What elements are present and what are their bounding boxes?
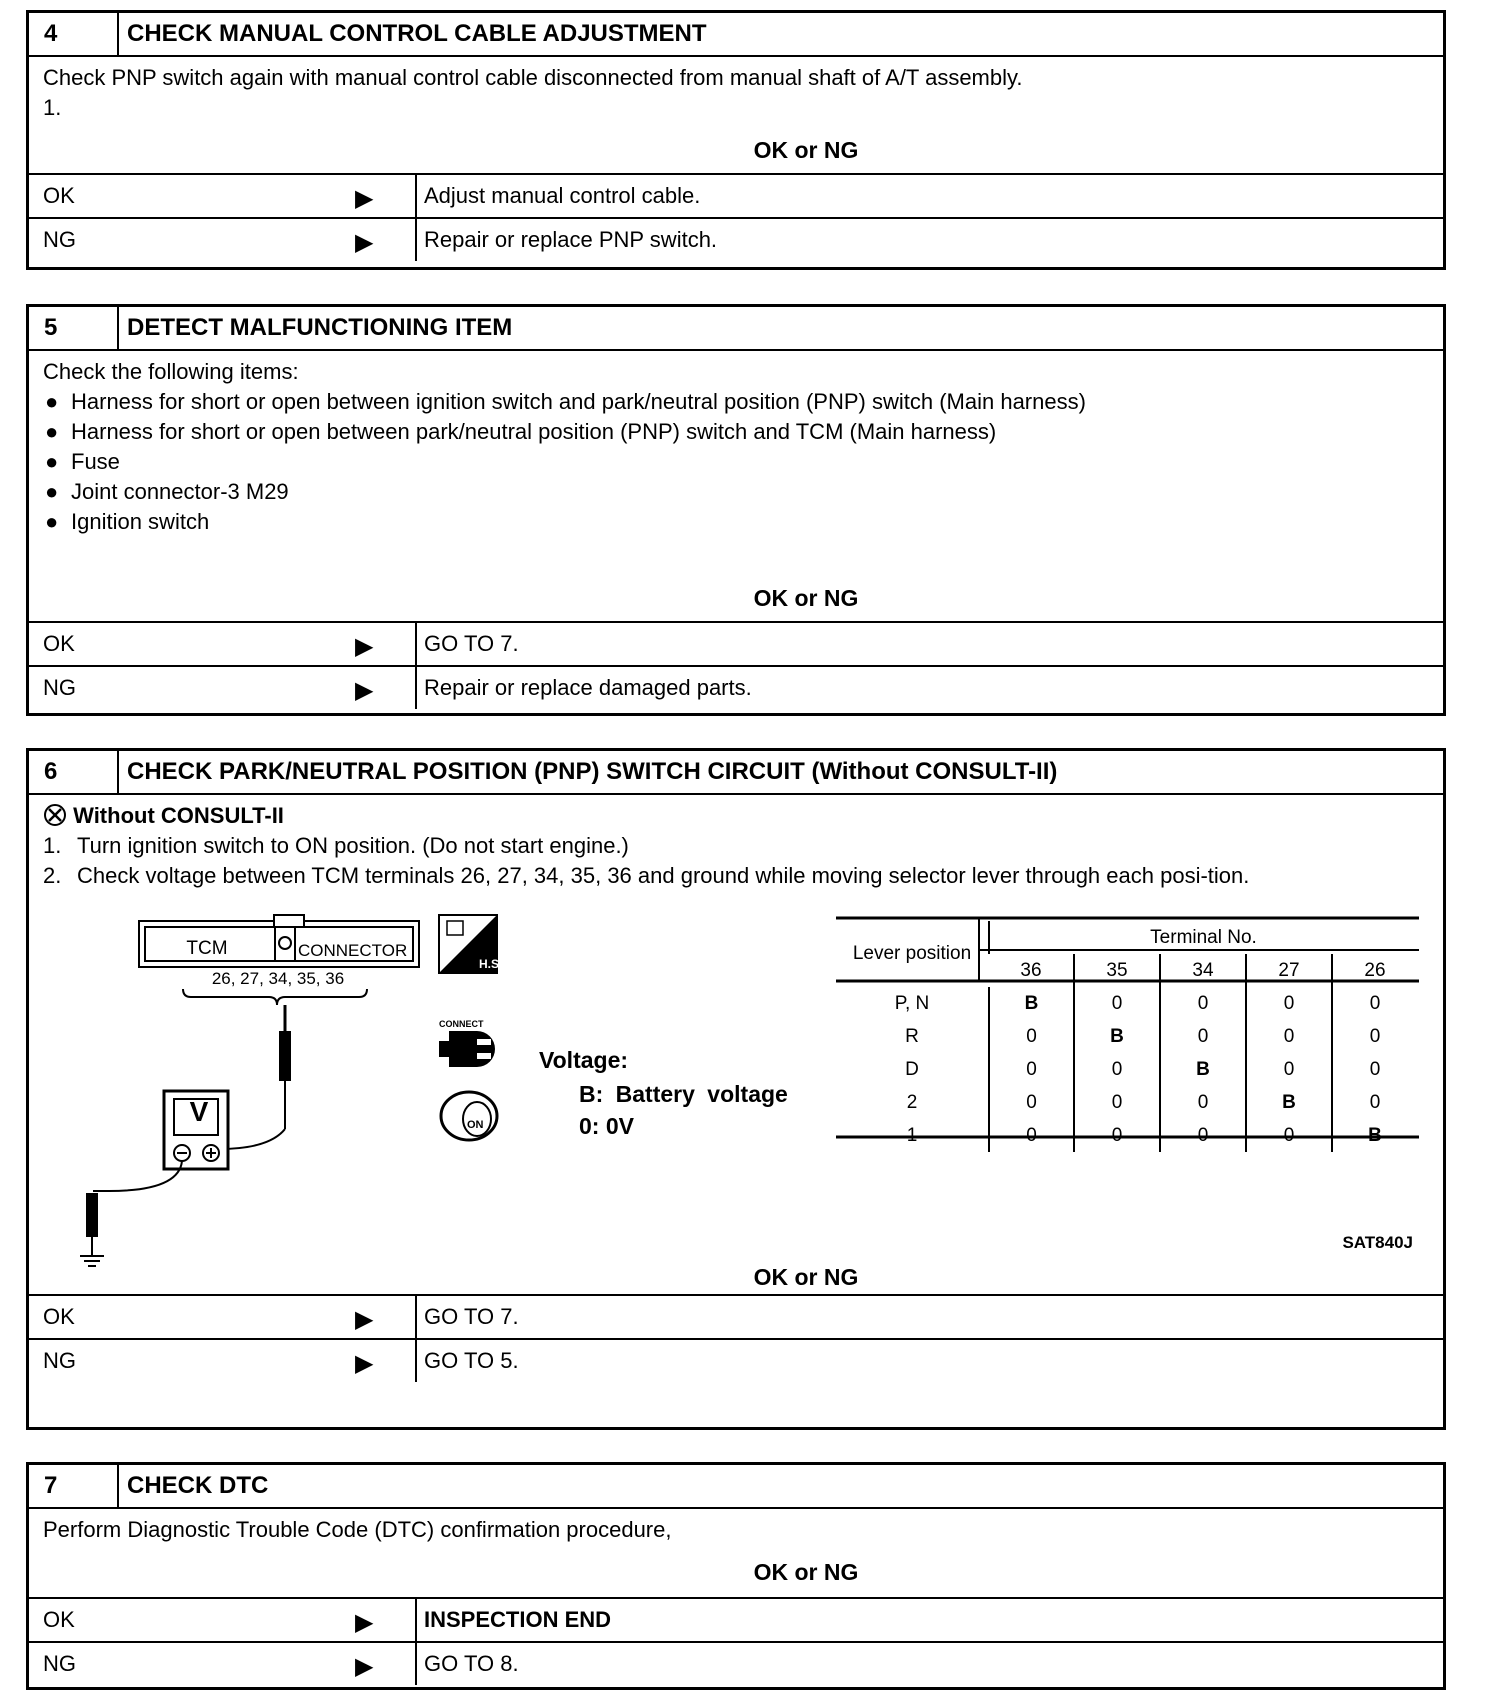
step-6-body — [29, 795, 1443, 1290]
step-5-block — [26, 304, 1446, 716]
step-title: CHECK PARK/NEUTRAL POSITION (PNP) SWITCH CIRCUIT (Without CONSULT-II) — [127, 758, 1058, 785]
result-label: OK — [43, 183, 75, 208]
no-consult-icon — [43, 803, 67, 827]
step-6-header — [29, 751, 1443, 795]
arrow-right-icon: ▶ — [355, 677, 374, 704]
bullet-icon: ● — [45, 389, 59, 414]
voltmeter-icon: V — [189, 1096, 209, 1127]
arrow-right-icon: ▶ — [355, 229, 374, 256]
terminal-numbers-label: 26, 27, 34, 35, 36 — [211, 969, 345, 988]
voltage-legend-0: 0: 0V — [579, 1113, 634, 1139]
column-header: 35 — [1074, 954, 1160, 987]
result-text: GO TO 7. — [424, 631, 519, 656]
step-5-header — [29, 307, 1443, 351]
table-row: D 0 0 B 0 0 — [836, 1053, 1417, 1086]
connector-label: CONNECTOR — [298, 941, 408, 960]
ok-or-ng-label: OK or NG — [753, 1264, 859, 1290]
voltage-title: Voltage: — [539, 1047, 629, 1073]
procedure-steps — [43, 831, 1429, 891]
list-item: ● Harness for short or open between ignition switch and park/neutral position (PNP) switch (Main harness) — [43, 387, 1429, 417]
check-items-list — [43, 387, 1429, 537]
step-6-block — [26, 748, 1446, 1430]
result-label: NG — [43, 227, 76, 252]
step-4-block — [26, 10, 1446, 270]
result-row-ok — [29, 1597, 1443, 1641]
result-text: GO TO 5. — [424, 1348, 519, 1373]
result-label: OK — [43, 631, 75, 656]
arrow-right-icon: ▶ — [355, 1350, 374, 1377]
list-item: ● Fuse — [43, 447, 1429, 477]
result-text: INSPECTION END — [424, 1607, 612, 1632]
terminal-no-header: Terminal No. — [989, 921, 1417, 954]
result-row-ng — [29, 1641, 1443, 1685]
result-text: Repair or replace damaged parts. — [424, 675, 752, 700]
result-row-ng — [29, 217, 1443, 261]
arrow-right-icon: ▶ — [355, 185, 374, 212]
figure-area — [43, 891, 1429, 1290]
result-text: GO TO 7. — [424, 1304, 519, 1329]
step-number: 5 — [29, 307, 119, 349]
bullet-icon: ● — [45, 509, 59, 534]
list-item: ● Ignition switch — [43, 507, 1429, 537]
result-row-ok — [29, 1294, 1443, 1338]
result-row-ok — [29, 173, 1443, 217]
table-row: R 0 B 0 0 0 — [836, 1020, 1417, 1053]
ok-or-ng-label: OK or NG — [753, 137, 859, 163]
result-label: NG — [43, 1348, 76, 1373]
result-row-ng — [29, 1338, 1443, 1382]
step-number: 7 — [29, 1465, 119, 1507]
table-row: 1 0 0 0 0 B — [836, 1119, 1417, 1152]
column-header: 36 — [1020, 959, 1042, 981]
procedure-step: 2. Check voltage between TCM terminals 26, 27, 34, 35, 36 and ground while moving selector lever through each posi-tion. — [43, 863, 1250, 888]
result-text: Adjust manual control cable. — [424, 183, 701, 208]
ok-or-ng-label: OK or NG — [753, 1559, 859, 1585]
table-row: 2 0 0 0 B 0 — [836, 1086, 1417, 1119]
hs-icon: H.S. — [479, 957, 503, 971]
ok-or-ng-label: OK or NG — [753, 585, 859, 611]
procedure-step: 1. Turn ignition switch to ON position. (Do not start engine.) — [43, 833, 629, 858]
column-header: 34 — [1160, 954, 1246, 987]
arrow-right-icon: ▶ — [355, 1306, 374, 1333]
list-item: ● Joint connector-3 M29 — [43, 477, 1429, 507]
arrow-right-icon: ▶ — [355, 1609, 374, 1636]
bullet-icon: ● — [45, 479, 59, 504]
column-header: 26 — [1332, 954, 1417, 987]
step-7-body — [29, 1509, 1443, 1597]
step-7-block — [26, 1462, 1446, 1690]
step-number: 6 — [29, 751, 119, 793]
result-label: OK — [43, 1607, 75, 1632]
step-number: 4 — [29, 13, 119, 55]
lever-position-header: Lever position — [852, 943, 972, 964]
bullet-icon: ● — [45, 449, 59, 474]
voltage-legend-b: B: Battery voltage — [579, 1081, 788, 1107]
result-text: GO TO 8. — [424, 1651, 519, 1676]
instruction-text: Perform Diagnostic Trouble Code (DTC) confirmation procedure, — [43, 1517, 672, 1542]
step-5-body — [29, 351, 1443, 621]
connector-label-tcm: TCM — [186, 938, 228, 959]
list-item: ● Harness for short or open between park/neutral position (PNP) switch and TCM (Main harness) — [43, 417, 1429, 447]
step-7-header — [29, 1465, 1443, 1509]
step-title: DETECT MALFUNCTIONING ITEM — [127, 314, 513, 341]
column-header: 27 — [1246, 954, 1332, 987]
step-title: CHECK MANUAL CONTROL CABLE ADJUSTMENT — [127, 20, 707, 47]
step-4-header — [29, 13, 1443, 57]
ignition-on-icon: ON — [467, 1119, 484, 1131]
bullet-icon: ● — [45, 419, 59, 444]
terminal-voltage-table — [836, 921, 1417, 1152]
result-text: Repair or replace PNP switch. — [424, 227, 718, 252]
instruction-text: 1. — [43, 95, 62, 120]
result-label: NG — [43, 1651, 76, 1676]
result-row-ok — [29, 621, 1443, 665]
result-row-ng — [29, 665, 1443, 709]
connect-icon: CONNECT — [439, 1019, 484, 1029]
step-4-body — [29, 57, 1443, 173]
figure-caption: SAT840J — [1342, 1233, 1413, 1252]
result-label: NG — [43, 675, 76, 700]
arrow-right-icon: ▶ — [355, 1653, 374, 1680]
instruction-text: Check the following items: — [43, 359, 299, 384]
without-consult-heading: Without CONSULT-II — [43, 801, 1429, 831]
step-title: CHECK DTC — [127, 1472, 269, 1499]
arrow-right-icon: ▶ — [355, 633, 374, 660]
result-label: OK — [43, 1304, 75, 1329]
table-row: P, N B 0 0 0 0 — [836, 987, 1417, 1020]
instruction-text: Check PNP switch again with manual control cable disconnected from manual shaft of A/T assembly. — [43, 65, 1023, 90]
